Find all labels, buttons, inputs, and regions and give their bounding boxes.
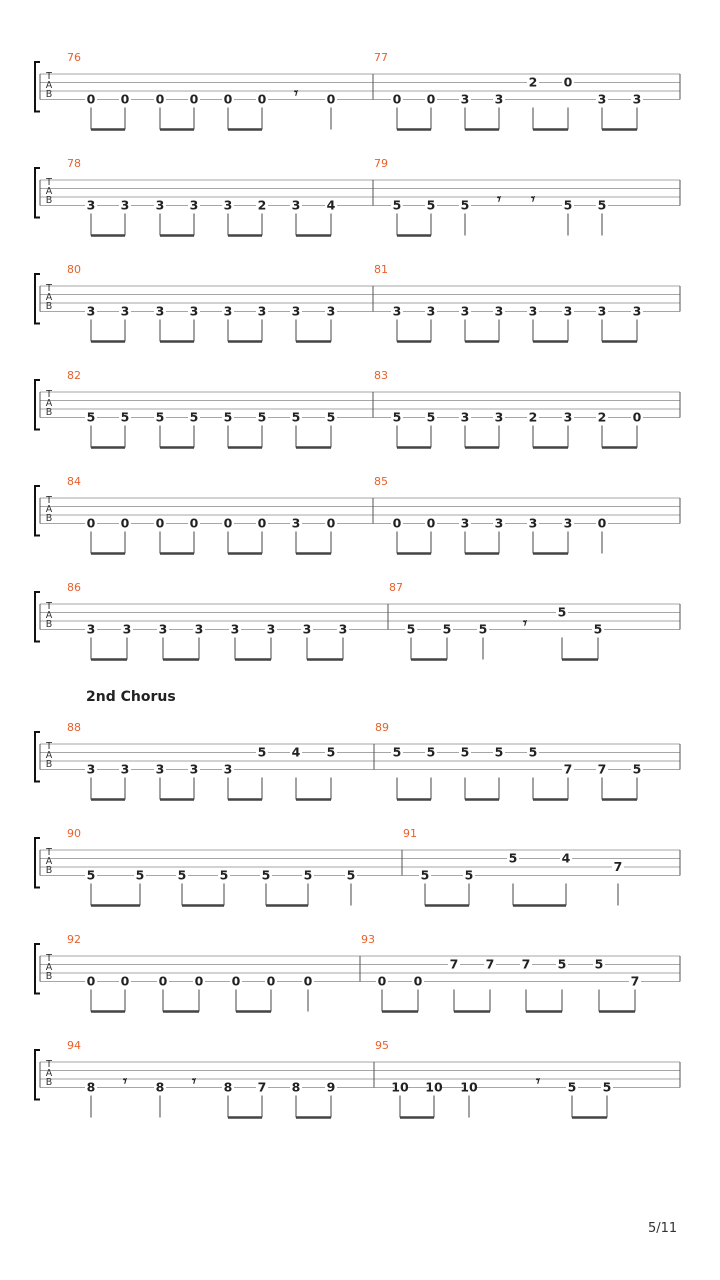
fret-number: 5 bbox=[392, 409, 402, 425]
fret-number: 4 bbox=[291, 744, 301, 760]
measure-number: 84 bbox=[67, 475, 81, 488]
fret-number: 5 bbox=[303, 867, 313, 883]
fret-number: 5 bbox=[219, 867, 229, 883]
system-bracket bbox=[35, 838, 40, 888]
tab-clef-letter: T bbox=[46, 71, 52, 82]
fret-number: 3 bbox=[460, 515, 470, 531]
page-number: 5/11 bbox=[648, 1221, 678, 1236]
fret-number: 3 bbox=[257, 303, 267, 319]
measure-number: 79 bbox=[374, 157, 388, 170]
fret-number: 5 bbox=[189, 409, 199, 425]
fret-number: 0 bbox=[413, 973, 423, 989]
eighth-rest: 𝄾 bbox=[536, 1072, 540, 1090]
fret-number: 3 bbox=[494, 515, 504, 531]
fret-number: 7 bbox=[613, 859, 623, 874]
tab-clef-letter: T bbox=[46, 741, 52, 752]
measure-number: 83 bbox=[374, 369, 388, 382]
fret-number: 5 bbox=[460, 744, 470, 760]
fret-number: 3 bbox=[460, 91, 470, 107]
fret-number: 3 bbox=[189, 303, 199, 319]
fret-number: 3 bbox=[291, 303, 301, 319]
tab-clef-letter: B bbox=[45, 758, 53, 770]
fret-number: 3 bbox=[426, 303, 436, 319]
fret-number: 5 bbox=[392, 744, 402, 760]
fret-number: 5 bbox=[508, 850, 518, 866]
fret-number: 3 bbox=[194, 621, 204, 637]
eighth-rest: 𝄾 bbox=[192, 1072, 196, 1090]
fret-number: 3 bbox=[494, 91, 504, 107]
eighth-rest: 𝄾 bbox=[123, 1072, 127, 1090]
section-label: 2nd Chorus bbox=[86, 689, 176, 705]
tab-system bbox=[35, 157, 680, 236]
fret-number: 3 bbox=[528, 515, 538, 531]
tab-system bbox=[35, 933, 680, 1012]
tab-system bbox=[35, 263, 680, 342]
fret-number: 0 bbox=[597, 515, 607, 531]
tab-clef-letter: B bbox=[45, 970, 53, 982]
fret-number: 0 bbox=[392, 515, 402, 531]
fret-number: 4 bbox=[326, 197, 336, 213]
fret-number: 5 bbox=[557, 604, 567, 620]
fret-number: 5 bbox=[257, 409, 267, 425]
fret-number: 3 bbox=[563, 515, 573, 531]
fret-number: 0 bbox=[155, 515, 165, 531]
fret-number: 3 bbox=[563, 303, 573, 319]
fret-number: 0 bbox=[86, 91, 96, 107]
fret-number: 0 bbox=[326, 91, 336, 107]
fret-number: 5 bbox=[392, 197, 402, 213]
fret-number: 0 bbox=[632, 409, 642, 425]
fret-number: 0 bbox=[120, 973, 130, 989]
fret-number: 3 bbox=[86, 303, 96, 319]
fret-number: 0 bbox=[426, 91, 436, 107]
fret-number: 0 bbox=[563, 74, 573, 90]
tab-clef-letter: B bbox=[45, 618, 53, 630]
fret-number: 5 bbox=[326, 744, 336, 760]
fret-number: 0 bbox=[377, 973, 387, 989]
fret-number: 10 bbox=[425, 1079, 443, 1095]
measure-number: 88 bbox=[67, 721, 81, 734]
measure-number: 91 bbox=[403, 827, 417, 840]
fret-number: 0 bbox=[223, 515, 233, 531]
eighth-rest: 𝄾 bbox=[497, 190, 501, 208]
fret-number: 3 bbox=[392, 303, 402, 319]
fret-number: 8 bbox=[223, 1079, 233, 1095]
tab-clef-letter: B bbox=[45, 1076, 53, 1088]
tab-system bbox=[35, 51, 680, 130]
fret-number: 0 bbox=[326, 515, 336, 531]
system-bracket bbox=[35, 168, 40, 218]
fret-number: 0 bbox=[257, 91, 267, 107]
fret-number: 0 bbox=[257, 515, 267, 531]
fret-number: 5 bbox=[594, 956, 604, 972]
eighth-rest: 𝄾 bbox=[294, 84, 298, 102]
measure-number: 92 bbox=[67, 933, 81, 946]
fret-number: 3 bbox=[632, 303, 642, 319]
tab-clef-letter: A bbox=[45, 855, 53, 867]
fret-number: 7 bbox=[485, 956, 495, 972]
tab-clef-letter: A bbox=[45, 79, 53, 91]
fret-number: 5 bbox=[406, 621, 416, 637]
tab-system bbox=[35, 827, 680, 906]
fret-number: 0 bbox=[392, 91, 402, 107]
fret-number: 7 bbox=[449, 956, 459, 972]
tab-clef-letter: A bbox=[45, 503, 53, 515]
tab-system bbox=[35, 721, 680, 800]
fret-number: 5 bbox=[420, 867, 430, 883]
tab-clef-letter: B bbox=[45, 406, 53, 418]
fret-number: 0 bbox=[231, 973, 241, 989]
fret-number: 5 bbox=[257, 744, 267, 760]
fret-number: 3 bbox=[155, 197, 165, 213]
fret-number: 3 bbox=[597, 303, 607, 319]
fret-number: 3 bbox=[158, 621, 168, 637]
fret-number: 3 bbox=[86, 621, 96, 637]
system-bracket bbox=[35, 274, 40, 324]
tab-clef-letter: A bbox=[45, 749, 53, 761]
fret-number: 0 bbox=[120, 91, 130, 107]
fret-number: 7 bbox=[563, 761, 573, 777]
fret-number: 5 bbox=[597, 197, 607, 213]
measure-number: 77 bbox=[374, 51, 388, 64]
tab-clef-letter: B bbox=[45, 512, 53, 524]
fret-number: 3 bbox=[223, 761, 233, 777]
fret-number: 3 bbox=[230, 621, 240, 637]
measure-number: 93 bbox=[361, 933, 375, 946]
system-bracket bbox=[35, 1050, 40, 1100]
tab-clef-letter: B bbox=[45, 864, 53, 876]
eighth-rest: 𝄾 bbox=[531, 190, 535, 208]
fret-number: 3 bbox=[86, 197, 96, 213]
tab-clef-letter: A bbox=[45, 609, 53, 621]
fret-number: 7 bbox=[521, 956, 531, 972]
fret-number: 3 bbox=[494, 409, 504, 425]
fret-number: 3 bbox=[338, 621, 348, 637]
fret-number: 2 bbox=[257, 197, 267, 213]
fret-number: 7 bbox=[257, 1079, 267, 1095]
tab-clef-letter: B bbox=[45, 88, 53, 100]
system-bracket bbox=[35, 732, 40, 782]
fret-number: 5 bbox=[426, 744, 436, 760]
fret-number: 5 bbox=[593, 621, 603, 637]
tab-clef-letter: T bbox=[46, 1059, 52, 1070]
fret-number: 3 bbox=[291, 515, 301, 531]
fret-number: 0 bbox=[155, 91, 165, 107]
fret-number: 5 bbox=[177, 867, 187, 883]
fret-number: 0 bbox=[189, 515, 199, 531]
measure-number: 87 bbox=[389, 581, 403, 594]
fret-number: 10 bbox=[391, 1079, 409, 1095]
fret-number: 3 bbox=[326, 303, 336, 319]
fret-number: 2 bbox=[528, 74, 538, 90]
fret-number: 5 bbox=[528, 744, 538, 760]
fret-number: 0 bbox=[86, 973, 96, 989]
fret-number: 3 bbox=[528, 303, 538, 319]
fret-number: 3 bbox=[155, 303, 165, 319]
fret-number: 5 bbox=[563, 197, 573, 213]
fret-number: 5 bbox=[426, 197, 436, 213]
fret-number: 5 bbox=[86, 867, 96, 883]
fret-number: 7 bbox=[630, 973, 640, 989]
fret-number: 3 bbox=[266, 621, 276, 637]
fret-number: 3 bbox=[189, 197, 199, 213]
tab-system bbox=[35, 581, 680, 660]
fret-number: 0 bbox=[266, 973, 276, 989]
tab-system bbox=[35, 1039, 680, 1118]
tab-clef-letter: B bbox=[45, 194, 53, 206]
fret-number: 3 bbox=[120, 303, 130, 319]
fret-number: 3 bbox=[120, 197, 130, 213]
measure-number: 94 bbox=[67, 1039, 81, 1052]
system-bracket bbox=[35, 944, 40, 994]
fret-number: 3 bbox=[120, 761, 130, 777]
measure-number: 86 bbox=[67, 581, 81, 594]
tab-system bbox=[35, 369, 680, 448]
fret-number: 2 bbox=[597, 409, 607, 425]
fret-number: 5 bbox=[135, 867, 145, 883]
fret-number: 4 bbox=[561, 850, 571, 866]
tab-clef-letter: A bbox=[45, 1067, 53, 1079]
fret-number: 5 bbox=[426, 409, 436, 425]
system-bracket bbox=[35, 380, 40, 430]
fret-number: 0 bbox=[223, 91, 233, 107]
fret-number: 0 bbox=[303, 973, 313, 989]
fret-number: 7 bbox=[597, 761, 607, 777]
tab-clef-letter: T bbox=[46, 495, 52, 506]
tab-clef-letter: A bbox=[45, 291, 53, 303]
fret-number: 3 bbox=[122, 621, 132, 637]
fret-number: 5 bbox=[326, 409, 336, 425]
fret-number: 2 bbox=[528, 409, 538, 425]
measure-number: 85 bbox=[374, 475, 388, 488]
fret-number: 5 bbox=[460, 197, 470, 213]
fret-number: 3 bbox=[494, 303, 504, 319]
fret-number: 5 bbox=[86, 409, 96, 425]
tab-clef-letter: A bbox=[45, 397, 53, 409]
tab-clef-letter: T bbox=[46, 601, 52, 612]
system-bracket bbox=[35, 62, 40, 112]
measure-number: 90 bbox=[67, 827, 81, 840]
system-bracket bbox=[35, 592, 40, 642]
fret-number: 5 bbox=[291, 409, 301, 425]
fret-number: 5 bbox=[261, 867, 271, 883]
fret-number: 3 bbox=[460, 409, 470, 425]
tab-system bbox=[35, 475, 680, 554]
tab-clef-letter: B bbox=[45, 300, 53, 312]
fret-number: 5 bbox=[155, 409, 165, 425]
tab-clef-letter: A bbox=[45, 961, 53, 973]
fret-number: 3 bbox=[597, 91, 607, 107]
tab-clef-letter: T bbox=[46, 389, 52, 400]
fret-number: 3 bbox=[189, 761, 199, 777]
fret-number: 0 bbox=[189, 91, 199, 107]
tab-clef-letter: A bbox=[45, 185, 53, 197]
fret-number: 5 bbox=[478, 621, 488, 637]
fret-number: 5 bbox=[632, 761, 642, 777]
measure-number: 95 bbox=[375, 1039, 389, 1052]
fret-number: 0 bbox=[426, 515, 436, 531]
fret-number: 5 bbox=[223, 409, 233, 425]
fret-number: 8 bbox=[291, 1079, 301, 1095]
fret-number: 8 bbox=[86, 1079, 96, 1095]
tab-clef-letter: T bbox=[46, 177, 52, 188]
tab-clef-letter: T bbox=[46, 953, 52, 964]
fret-number: 3 bbox=[223, 197, 233, 213]
fret-number: 3 bbox=[155, 761, 165, 777]
eighth-rest: 𝄾 bbox=[523, 614, 527, 632]
measure-number: 81 bbox=[374, 263, 388, 276]
fret-number: 8 bbox=[155, 1079, 165, 1095]
fret-number: 3 bbox=[223, 303, 233, 319]
measure-number: 76 bbox=[67, 51, 81, 64]
fret-number: 5 bbox=[494, 744, 504, 760]
measure-number: 80 bbox=[67, 263, 81, 276]
fret-number: 3 bbox=[291, 197, 301, 213]
fret-number: 5 bbox=[442, 621, 452, 637]
measure-number: 78 bbox=[67, 157, 81, 170]
fret-number: 5 bbox=[346, 867, 356, 883]
fret-number: 5 bbox=[557, 956, 567, 972]
fret-number: 3 bbox=[632, 91, 642, 107]
fret-number: 3 bbox=[460, 303, 470, 319]
fret-number: 5 bbox=[120, 409, 130, 425]
fret-number: 3 bbox=[563, 409, 573, 425]
measure-number: 82 bbox=[67, 369, 81, 382]
system-bracket bbox=[35, 486, 40, 536]
fret-number: 3 bbox=[302, 621, 312, 637]
tab-clef-letter: T bbox=[46, 283, 52, 294]
fret-number: 0 bbox=[120, 515, 130, 531]
fret-number: 0 bbox=[86, 515, 96, 531]
fret-number: 0 bbox=[194, 973, 204, 989]
fret-number: 5 bbox=[464, 867, 474, 883]
fret-number: 5 bbox=[602, 1079, 612, 1095]
fret-number: 5 bbox=[567, 1079, 577, 1095]
tab-clef-letter: T bbox=[46, 847, 52, 858]
fret-number: 0 bbox=[158, 973, 168, 989]
fret-number: 9 bbox=[326, 1079, 336, 1095]
fret-number: 3 bbox=[86, 761, 96, 777]
measure-number: 89 bbox=[375, 721, 389, 734]
fret-number: 10 bbox=[460, 1079, 478, 1095]
